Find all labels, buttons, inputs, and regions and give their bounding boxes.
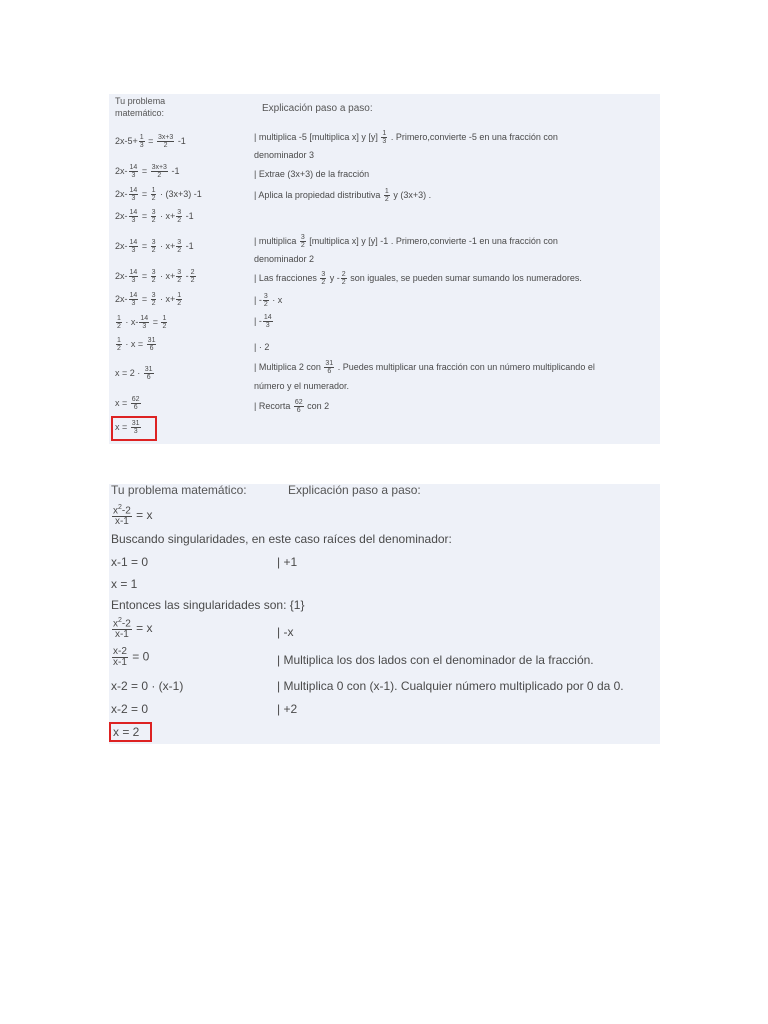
step-10: x = 2 · $\frac{31}{6}$ xyxy=(115,366,153,381)
explanation-7: | - $\frac{14}{3}$ xyxy=(254,314,272,329)
solution-panel-2 xyxy=(109,484,660,744)
explanation-heading-2: Explicación paso a paso: xyxy=(288,483,421,497)
singularity-search-text: Buscando singularidades, en este caso raíces del denominador: xyxy=(111,532,452,546)
explanation-heading: Explicación paso a paso: xyxy=(262,103,373,114)
step-3: 2x- $\frac{14}{3}$ = $\frac{1}{2}$ · (3x+3) -1 xyxy=(115,187,202,202)
explanation-step-7: | +2 xyxy=(277,702,298,716)
final-answer-1: x = $\frac{31}{3}$ xyxy=(115,420,140,435)
singularities-text: Entonces las singularidades son: {1} xyxy=(111,598,305,612)
explanation-4-line2: denominador 2 xyxy=(254,254,315,264)
step-2: 2x- $\frac{14}{3}$ = $\frac{3x+3}{2}$ -1 xyxy=(115,164,180,179)
step-11: x = $\frac{62}{6}$ xyxy=(115,396,140,411)
step-6: 2x- $\frac{14}{3}$ = $\frac{3}{2}$ · x+ $\frac{3}{2}$ - $\frac{2}{2}$ xyxy=(115,269,195,284)
explanation-9-line2: número y el numerador. xyxy=(254,381,350,391)
final-answer-2: x = 2 xyxy=(113,725,140,739)
explanation-9: | Multiplica 2 con $\frac{31}{6}$ . Puedes multiplicar una fracción con un número multiplicando el xyxy=(254,360,595,375)
equation-original: $\frac{x^2-2}{x-1}$ = x xyxy=(113,504,153,528)
explanation-1: | multiplica -5 [multiplica x] y [y] $\frac{1}{3}$ . Primero,convierte -5 en una fracción con xyxy=(254,130,558,145)
explanation-1-line2: denominador 3 xyxy=(254,150,315,160)
step-9: $\frac{1}{2}$ · x = $\frac{31}{6}$ xyxy=(117,337,156,352)
answer-highlight-box-2 xyxy=(109,722,152,742)
answer-highlight-box-1 xyxy=(111,416,157,441)
explanation-8: | · 2 xyxy=(254,342,270,352)
problem-heading-line2: matemático: xyxy=(115,108,165,118)
solution-panel-1 xyxy=(109,94,660,444)
explanation-6: | - $\frac{3}{2}$ · x xyxy=(254,293,283,308)
step-4: 2x- $\frac{14}{3}$ = $\frac{3}{2}$ · x+ $\frac{3}{2}$ -1 xyxy=(115,209,194,224)
explanation-denominator: | +1 xyxy=(277,555,298,569)
explanation-step-4: | -x xyxy=(277,625,294,639)
explanation-2: | Extrae (3x+3) de la fracción xyxy=(254,169,370,179)
step-5: 2x- $\frac{14}{3}$ = $\frac{3}{2}$ · x+ $\frac{3}{2}$ -1 xyxy=(115,239,194,254)
step-1: 2x-5+ $\frac{1}{3}$ = $\frac{3x+3}{2}$ -1 xyxy=(115,134,186,149)
explanation-5: | Las fracciones $\frac{3}{2}$ y - $\frac{2}{2}$ son iguales, se pueden sumar sumando los numeradores. xyxy=(254,271,582,286)
explanation-10: | Recorta $\frac{62}{6}$ con 2 xyxy=(254,399,330,414)
equation-denominator: x-1 = 0 xyxy=(111,555,149,569)
step-8: $\frac{1}{2}$ · x- $\frac{14}{3}$ = $\frac{1}{2}$ xyxy=(117,315,167,330)
explanation-3: | Aplica la propiedad distributiva $\frac{1}{2}$ y (3x+3) . xyxy=(254,188,432,203)
equation-step-6: x-2 = 0 · (x-1) xyxy=(111,679,184,693)
explanation-step-5: | Multiplica los dos lados con el denominador de la fracción. xyxy=(277,653,594,667)
problem-heading-line1: Tu problema xyxy=(115,96,166,106)
explanation-step-6: | Multiplica 0 con (x-1). Cualquier número multiplicado por 0 da 0. xyxy=(277,679,624,693)
explanation-4: | multiplica $\frac{3}{2}$ [multiplica x] y [y] -1 . Primero,convierte -1 en una fracción con xyxy=(254,234,558,249)
problem-heading-2: Tu problema matemático: xyxy=(111,483,247,497)
equation-step-7: x-2 = 0 xyxy=(111,702,149,716)
equation-singularity: x = 1 xyxy=(111,577,138,591)
equation-step-5: $\frac{x-2}{x-1}$ = 0 xyxy=(113,646,150,668)
step-7: 2x- $\frac{14}{3}$ = $\frac{3}{2}$ · x+ $\frac{1}{2}$ xyxy=(115,292,182,307)
equation-step-4: $\frac{x^2-2}{x-1}$ = x xyxy=(113,617,153,641)
